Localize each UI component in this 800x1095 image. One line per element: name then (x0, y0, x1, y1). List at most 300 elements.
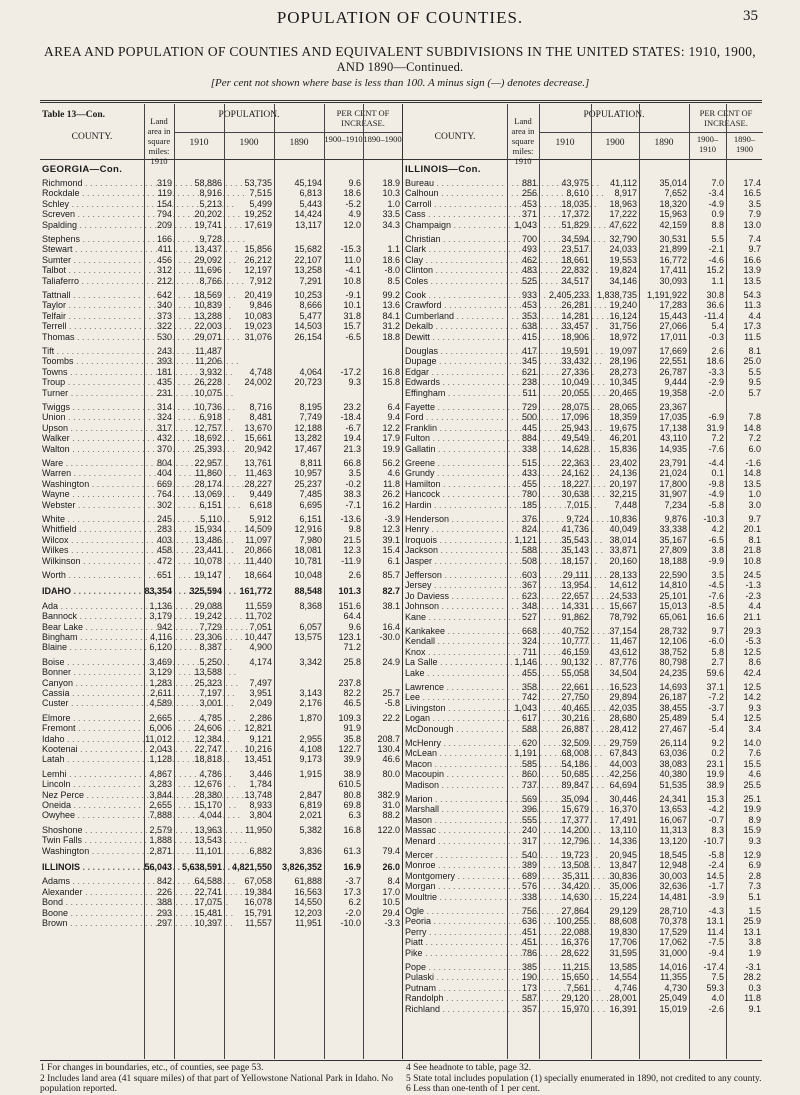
value-cell: 432 (156, 433, 172, 444)
value-cell: 17,011 (660, 331, 687, 342)
value-cell: 9.7 (748, 244, 761, 255)
value-cell: 324 (156, 412, 172, 423)
county-name-cell: Sumter . . . (42, 255, 138, 265)
value-cell: 32,215 (609, 489, 637, 500)
value-cell: 794 (156, 209, 172, 220)
value-cell: 28,273 (609, 366, 637, 377)
value-cell: 317 (156, 422, 172, 433)
value-cell: 20,866 (244, 545, 272, 556)
value-cell: 16.9 (343, 862, 361, 872)
value-cell: 729 (521, 402, 537, 412)
table-row (40, 346, 402, 356)
value-cell: 13,748 (244, 789, 272, 800)
value-cell: 2.6 (711, 346, 724, 356)
county-name-cell: Peoria . . . (405, 916, 501, 926)
value-cell: 14,336 (609, 835, 637, 846)
table-row (403, 948, 762, 958)
value-cell: -30.0 (379, 632, 400, 642)
value-cell: 16.8 (343, 824, 361, 835)
footnote: 5 State total includes population (1) specially enumerated in 1890, not credited to any county. (406, 1073, 762, 1084)
value-cell: 4.6 (387, 468, 400, 479)
table-row (40, 524, 402, 534)
county-name-cell: Grundy . . . (405, 468, 501, 478)
value-cell: 4,589 (149, 698, 172, 709)
value-cell: 89,847 (561, 779, 589, 790)
table-row (403, 412, 762, 422)
table-row (403, 535, 762, 545)
year-1910: 1910 (189, 138, 209, 148)
value-cell: 15.4 (382, 545, 400, 556)
value-cell: 623 (521, 590, 537, 601)
county-name-cell: Shoshone . . . (42, 825, 138, 835)
pct-1890-1900-right: 1890–1900 (733, 134, 756, 154)
value-cell: 20,202 (194, 209, 222, 220)
value-cell: 51,535 (659, 779, 687, 790)
value-cell: 11,440 (245, 555, 272, 566)
county-name-cell: Livingston . . . (405, 703, 501, 713)
table-row (403, 321, 762, 331)
value-cell: 12.9 (743, 850, 761, 860)
value-cell: 9.3 (748, 835, 761, 846)
county-name-cell: Bonner . . . (42, 667, 138, 677)
value-cell: 11,467 (610, 636, 637, 647)
value-cell: 41,736 (561, 524, 589, 535)
value-cell: 345 (521, 356, 537, 367)
value-cell: 16.4 (382, 621, 400, 632)
value-cell: 91,862 (561, 611, 589, 622)
value-cell: 31,595 (609, 947, 637, 958)
value-cell: 13.5 (743, 478, 761, 489)
table-row (40, 489, 402, 499)
value-cell: 17,377 (561, 814, 589, 825)
value-cell: 9,728 (199, 234, 222, 244)
value-cell: 4,786 (199, 768, 222, 779)
value-cell: 24,162 (561, 468, 589, 479)
value-cell: 1,191 (514, 748, 537, 759)
value-cell: -8.0 (384, 265, 400, 276)
value-cell: 49,549 (561, 433, 589, 444)
table-row (40, 311, 402, 321)
value-cell: 13,653 (659, 804, 687, 815)
value-cell: 14,810 (659, 580, 687, 591)
value-cell: 7,749 (299, 412, 322, 423)
table-row (40, 698, 402, 708)
value-cell: 493 (521, 244, 537, 255)
county-name-cell: Dekalb . . . (405, 321, 501, 331)
table-row (40, 570, 402, 580)
value-cell: 19,830 (609, 926, 637, 937)
value-cell: 17.4 (743, 178, 761, 188)
value-cell: 13,670 (244, 422, 272, 433)
value-cell: 12,948 (659, 860, 687, 871)
county-name-cell: McHenry . . . (405, 738, 501, 748)
county-name-cell: La Salle . . . (405, 657, 501, 667)
county-name-cell: Spalding . . . (42, 220, 138, 230)
table-row (40, 734, 402, 744)
value-cell: 11,313 (660, 825, 687, 836)
value-cell: -4.9 (708, 489, 724, 500)
county-name-cell: Washington . . . (42, 846, 138, 856)
table-row (40, 632, 402, 642)
value-cell: 14,481 (659, 891, 687, 902)
table-left-header (40, 104, 402, 166)
value-cell: -4.2 (708, 804, 724, 815)
value-cell: 376 (521, 514, 537, 524)
value-cell: 5.5 (711, 234, 724, 244)
value-cell: 9,846 (249, 300, 272, 311)
value-cell: -2.6 (708, 1003, 724, 1014)
value-cell: 7,197 (199, 688, 222, 698)
table-row (40, 887, 402, 897)
value-cell: 28,710 (659, 906, 687, 916)
value-cell: 4,867 (149, 768, 172, 779)
value-cell: 669 (156, 478, 172, 489)
value-cell: 445 (521, 422, 537, 433)
table-row (403, 769, 762, 779)
value-cell: 8,811 (300, 458, 322, 468)
value-cell: 21,899 (659, 244, 687, 255)
value-cell: 2,871 (149, 845, 172, 856)
value-cell: 29,088 (194, 600, 222, 611)
table-row (403, 514, 762, 524)
value-cell: 31,907 (659, 489, 687, 500)
table-row (403, 300, 762, 310)
value-cell: 17,222 (609, 209, 637, 220)
county-name-cell: Talbot . . . (42, 265, 138, 275)
value-cell: 80.8 (343, 789, 361, 800)
county-name-cell: Upson . . . (42, 423, 138, 433)
value-cell: 63,036 (659, 748, 687, 759)
county-name-cell: Edgar . . . (405, 367, 501, 377)
value-cell: 322 (156, 321, 172, 332)
value-cell: 293 (156, 907, 172, 918)
value-cell: 10,447 (244, 632, 272, 642)
county-name-cell: Tift . . . (42, 346, 138, 356)
value-cell: 28,174 (194, 478, 222, 489)
value-cell: 21.1 (743, 611, 761, 622)
value-cell: 10,345 (609, 377, 637, 388)
value-cell: 11,487 (195, 346, 222, 356)
value-cell: 24.5 (743, 570, 761, 580)
value-cell: 64,694 (609, 779, 637, 790)
value-cell: 8,666 (299, 300, 322, 311)
county-name-cell: Screven . . . (42, 209, 138, 219)
value-cell: 10.8 (343, 275, 361, 286)
value-cell: 10.5 (382, 897, 400, 908)
value-cell: 25.7 (382, 688, 400, 698)
value-cell: -2.0 (708, 387, 724, 398)
value-cell: 19,723 (561, 850, 589, 860)
value-cell: -4.3 (708, 906, 724, 916)
county-name-cell: Alexander . . . (42, 887, 138, 897)
value-cell: 42.4 (743, 667, 761, 678)
value-cell: 314 (156, 402, 172, 412)
value-cell: 19,252 (244, 209, 272, 220)
col-population-header-right: POPULATION. (583, 110, 645, 120)
table-row (40, 367, 402, 377)
col-population-header: POPULATION. (218, 110, 280, 120)
table-row (40, 255, 402, 265)
value-cell: 243 (156, 346, 172, 356)
value-cell: 6,120 (149, 642, 172, 653)
value-cell: 382.9 (377, 789, 400, 800)
value-cell: 25.8 (343, 656, 361, 667)
value-cell: 4,174 (249, 656, 272, 667)
value-cell: 1,191,922 (646, 290, 687, 300)
value-cell: 11,860 (195, 468, 222, 479)
value-cell: 88.2 (382, 810, 400, 821)
value-cell: 18,227 (561, 478, 589, 489)
table-row (40, 199, 402, 209)
county-name-cell: McLean . . . (405, 748, 501, 758)
county-name-cell: Toombs . . . (42, 356, 138, 366)
value-cell: 70,378 (659, 916, 687, 927)
value-cell: 29,894 (609, 692, 637, 703)
county-name-cell: Fayette . . . (405, 402, 501, 412)
value-cell: 18,359 (609, 412, 637, 423)
value-cell: 12,757 (194, 422, 222, 433)
value-cell: 24,533 (609, 590, 637, 601)
value-cell: -11.4 (704, 310, 724, 321)
value-cell: 4,785 (199, 712, 222, 723)
value-cell: 7.4 (748, 234, 761, 244)
value-cell: 8,368 (299, 600, 322, 611)
value-cell: 30,003 (659, 870, 687, 881)
table-row (40, 862, 402, 872)
value-cell: 30,446 (609, 794, 637, 804)
value-cell: 1.9 (748, 947, 761, 958)
value-cell: 231 (156, 387, 172, 398)
value-cell: 19,553 (609, 254, 637, 265)
value-cell: 13.9 (743, 265, 761, 276)
county-name-cell: Effingham . . . (405, 388, 501, 398)
value-cell: 6,819 (299, 800, 322, 810)
value-cell: -2.3 (745, 590, 761, 601)
county-name-cell: Crawford . . . (405, 300, 501, 310)
value-cell: 38,014 (609, 534, 637, 545)
running-header (0, 8, 800, 27)
table-row (40, 332, 402, 342)
table-row (40, 412, 402, 422)
value-cell: 6,618 (249, 499, 272, 510)
value-cell: -0.3 (708, 331, 724, 342)
table-row (403, 290, 762, 300)
value-cell: 33.5 (382, 209, 400, 220)
value-cell: 43,612 (609, 646, 637, 657)
value-cell: 8,387 (199, 642, 222, 653)
value-cell: 90,132 (561, 657, 589, 668)
value-cell: 25,101 (659, 590, 687, 601)
value-cell: 42,035 (609, 702, 637, 713)
value-cell: 14,200 (561, 825, 589, 836)
table-row (403, 199, 762, 209)
value-cell: 109.3 (338, 712, 361, 723)
value-cell: -5.2 (345, 198, 361, 209)
value-cell: 29,071 (194, 331, 222, 342)
value-cell: 1,146 (514, 657, 537, 668)
county-name-cell: Troup . . . (42, 377, 138, 387)
value-cell: 40,465 (561, 702, 589, 713)
value-cell: 28,075 (561, 402, 589, 412)
value-cell: 10,048 (294, 570, 322, 580)
value-cell: 46,201 (609, 433, 637, 444)
value-cell: 9.8 (348, 524, 361, 535)
value-cell: 29.3 (743, 626, 761, 636)
value-cell: 6.4 (387, 402, 400, 412)
value-cell: 7,497 (249, 677, 272, 688)
value-cell: -6.7 (345, 422, 361, 433)
value-cell: 7,448 (614, 499, 637, 510)
value-cell: 11,101 (195, 845, 222, 856)
value-cell: 7,051 (249, 621, 272, 632)
value-cell: 24,606 (194, 723, 222, 734)
value-cell: 1,043 (514, 702, 537, 713)
value-cell: 451 (521, 937, 537, 948)
value-cell: 0.9 (711, 209, 724, 220)
value-cell: 24.9 (382, 656, 400, 667)
value-cell: -2.0 (345, 907, 361, 918)
value-cell: 10,083 (244, 310, 272, 321)
value-cell: 6,057 (299, 621, 322, 632)
table-row (403, 825, 762, 835)
county-name-cell: Dupage . . . (405, 356, 501, 366)
value-cell: 472 (156, 555, 172, 566)
value-cell: 18.9 (382, 178, 400, 188)
value-cell: 26,787 (659, 366, 687, 377)
value-cell: 19.9 (382, 443, 400, 454)
value-cell: 396 (521, 804, 537, 815)
value-cell: 348 (521, 601, 537, 612)
value-cell: 27,467 (659, 723, 687, 734)
value-cell: 881 (521, 178, 537, 188)
value-cell: 9,121 (249, 733, 272, 744)
value-cell: 22,590 (659, 570, 687, 580)
value-cell: 16,078 (244, 897, 272, 908)
value-cell: 19.9 (706, 769, 724, 780)
county-name-cell: Hardin . . . (405, 500, 501, 510)
table-row (403, 804, 762, 814)
county-name-cell: Ogle . . . (405, 906, 501, 916)
county-name-cell: Adams . . . (42, 876, 138, 886)
value-cell: 511 (522, 387, 537, 398)
value-cell: 33,457 (561, 321, 589, 332)
value-cell: 5,250 (199, 656, 222, 667)
table-row (403, 601, 762, 611)
value-cell: 46.6 (382, 754, 400, 765)
county-name-cell: Elmore . . . (42, 713, 138, 723)
table-row (403, 356, 762, 366)
table-right-header (403, 104, 762, 166)
value-cell: 19,242 (194, 611, 222, 622)
value-cell: 13,954 (561, 580, 589, 591)
value-cell: 7,980 (299, 534, 322, 545)
value-cell: 88,548 (294, 586, 322, 597)
value-cell: 10,078 (194, 555, 222, 566)
value-cell: 7,485 (299, 489, 322, 500)
value-cell: 14,693 (659, 682, 687, 692)
value-cell: 30,216 (561, 713, 589, 724)
value-cell: 22,657 (561, 590, 589, 601)
value-cell: 119 (157, 188, 172, 199)
county-name-cell: Towns . . . (42, 367, 138, 377)
value-cell: -15.3 (340, 244, 361, 255)
value-cell: 27,864 (561, 906, 589, 916)
value-cell: 28,065 (609, 402, 637, 412)
value-cell: 4.2 (711, 524, 724, 535)
year-1890: 1890 (289, 138, 309, 148)
value-cell: 13,451 (244, 754, 272, 765)
value-cell: 25.9 (743, 916, 761, 927)
value-cell: 1,043 (514, 219, 537, 230)
value-cell: 786 (521, 947, 537, 958)
value-cell: 31.8 (343, 310, 361, 321)
value-cell: 1,784 (249, 779, 272, 790)
table-row (403, 255, 762, 265)
table-row (403, 682, 762, 692)
county-name-cell: Whitfield . . . (42, 524, 138, 534)
value-cell: 17,096 (561, 412, 589, 423)
table-row (403, 962, 762, 972)
value-cell: 23,517 (561, 244, 589, 255)
value-cell: 32,509 (561, 738, 589, 748)
county-name-cell: Iroquois . . . (405, 535, 501, 545)
value-cell: 4,108 (299, 744, 322, 754)
value-cell: 24,002 (244, 377, 272, 388)
table-row (403, 612, 762, 622)
value-cell: 85.7 (382, 570, 400, 580)
value-cell: 7,888 (149, 810, 172, 821)
value-cell: 588 (521, 545, 537, 556)
value-cell: -0.7 (708, 814, 724, 825)
table-row (403, 724, 762, 734)
value-cell: 8,610 (566, 188, 589, 199)
value-cell: 1.0 (387, 198, 400, 209)
value-cell: 23,441 (194, 545, 222, 556)
county-name-cell: Dewitt . . . (405, 332, 501, 342)
county-name-cell: Telfair . . . (42, 311, 138, 321)
table-row (403, 636, 762, 646)
value-cell: -6.5 (708, 534, 724, 545)
value-cell: 15,679 (561, 804, 589, 815)
value-cell: 18,188 (659, 555, 687, 566)
value-cell: 39.9 (343, 754, 361, 765)
table-row (40, 779, 402, 789)
value-cell: 22,088 (561, 926, 589, 937)
value-cell: 2,021 (299, 810, 322, 821)
value-cell: 12.5 (743, 713, 761, 724)
county-name-cell: Marion . . . (405, 794, 501, 804)
table-row (403, 657, 762, 667)
value-cell: 80.0 (382, 768, 400, 779)
value-cell: 31.2 (382, 321, 400, 332)
value-cell: 1.5 (748, 906, 761, 916)
value-cell: 18,035 (561, 198, 589, 209)
value-cell: 3,469 (149, 656, 172, 667)
value-cell: 14,281 (561, 310, 589, 321)
value-cell: 3,446 (249, 768, 272, 779)
value-cell: -4.4 (708, 458, 724, 468)
value-cell: 5,382 (299, 824, 322, 835)
value-cell: 14.8 (743, 422, 761, 433)
table-right (402, 104, 762, 1059)
value-cell: 45,194 (294, 178, 322, 188)
value-cell: 87,776 (609, 657, 637, 668)
value-cell: 30,638 (561, 489, 589, 500)
table-row (403, 668, 762, 678)
table-row (40, 835, 402, 845)
table-row (40, 918, 402, 928)
page-title-block (0, 44, 800, 89)
